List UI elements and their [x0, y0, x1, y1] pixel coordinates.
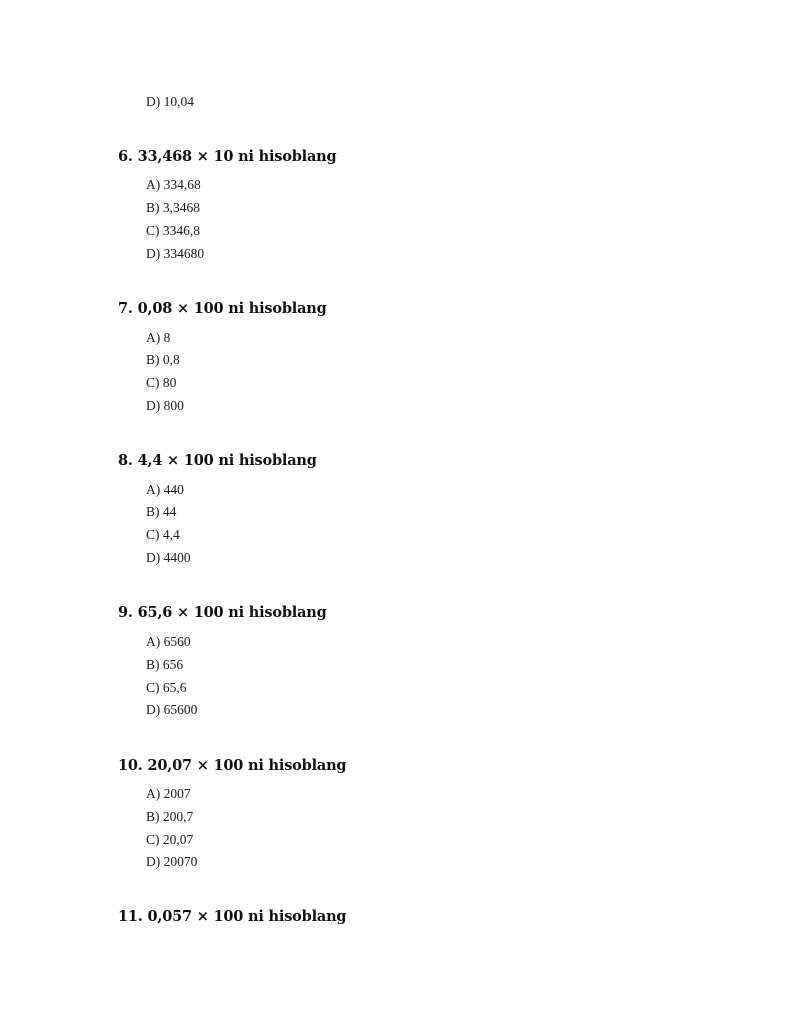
option-c-q7: C) 80	[146, 375, 177, 390]
question-11-title: 11. 0,057 × 100 ni hisoblang	[118, 908, 347, 925]
option-a-q8: A) 440	[146, 482, 184, 497]
option-a-q7: A) 8	[146, 330, 171, 345]
option-d-q7: D) 800	[146, 398, 184, 413]
option-c-q8: C) 4,4	[146, 527, 180, 542]
option-b-q10: B) 200,7	[146, 809, 194, 824]
option-c-q10: C) 20,07	[146, 832, 194, 847]
question-6-title: 6. 33,468 × 10 ni hisoblang	[118, 148, 337, 165]
option-d-q6: D) 334680	[146, 246, 205, 261]
question-9-title: 9. 65,6 × 100 ni hisoblang	[118, 604, 327, 621]
option-a-q6: A) 334,68	[146, 177, 201, 192]
option-b-q7: B) 0,8	[146, 352, 180, 367]
question-7-title: 7. 0,08 × 100 ni hisoblang	[118, 300, 327, 317]
option-c-q9: C) 65,6	[146, 680, 187, 695]
option-b-q9: B) 656	[146, 657, 184, 672]
option-d-q9: D) 65600	[146, 702, 198, 717]
option-c-q6: C) 3346,8	[146, 223, 200, 238]
option-a-q10: A) 2007	[146, 786, 191, 801]
option-d-q5: D) 10,04	[146, 94, 194, 109]
option-a-q9: A) 6560	[146, 634, 191, 649]
option-d-q10: D) 20070	[146, 854, 198, 869]
option-d-q8: D) 4400	[146, 550, 191, 565]
question-10-title: 10. 20,07 × 100 ni hisoblang	[118, 757, 347, 774]
question-8-title: 8. 4,4 × 100 ni hisoblang	[118, 452, 317, 469]
option-b-q6: B) 3,3468	[146, 200, 200, 215]
option-b-q8: B) 44	[146, 504, 177, 519]
